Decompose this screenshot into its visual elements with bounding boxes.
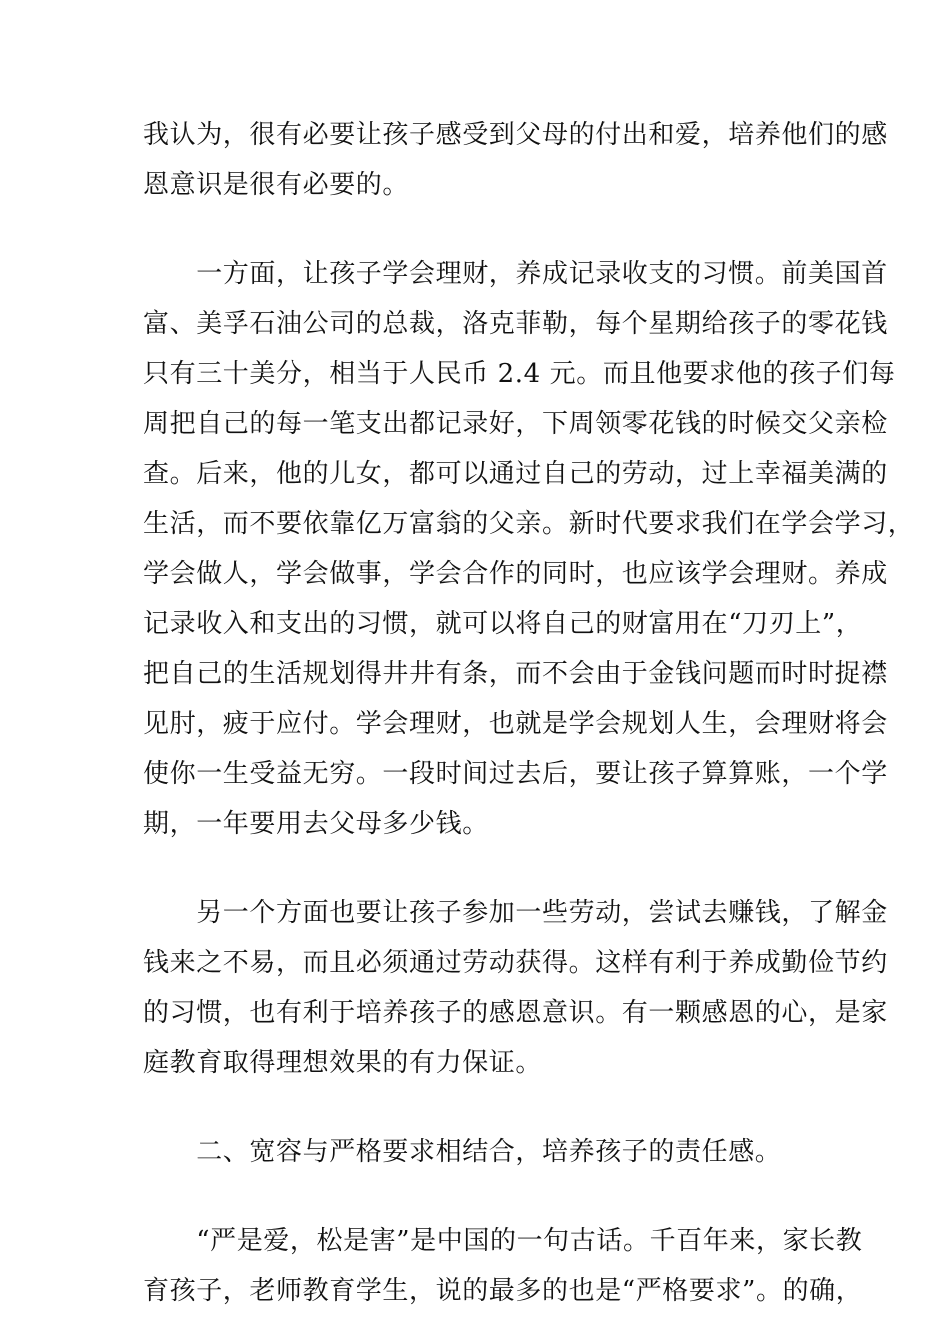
paragraph [143, 110, 888, 210]
document-body [143, 110, 915, 1316]
text-line: 一方面，让孩子学会理财，养成记录收支的习惯。前美国首 [143, 259, 888, 289]
text-line: 的习惯，也有利于培养孩子的感恩意识。有一颗感恩的心，是家 [143, 998, 888, 1028]
text-line: 我认为，很有必要让孩子感受到父母的付出和爱，培养他们的感 [143, 120, 888, 150]
section-heading [143, 1127, 810, 1177]
text-line: 育孩子，老师教育学生，说的最多的也是“严格要求”。的确， [143, 1276, 863, 1306]
text-line: 把自己的生活规划得井井有条，而不会由于金钱问题而时时捉襟 [143, 659, 888, 689]
paragraph [143, 249, 915, 849]
text-line: 二、宽容与严格要求相结合，培养孩子的责任感。 [143, 1137, 782, 1167]
text-line: 使你一生受益无穷。一段时间过去后，要让孩子算算账，一个学 [143, 759, 888, 789]
text-line: 钱来之不易，而且必须通过劳动获得。这样有利于养成勤俭节约 [143, 948, 888, 978]
text-line: 生活，而不要依靠亿万富翁的父亲。新时代要求我们在学会学习， [143, 509, 915, 539]
text-line: “严是爱，松是害”是中国的一句古话。千百年来，家长教 [143, 1226, 863, 1256]
text-line: 周把自己的每一笔支出都记录好，下周领零花钱的时候交父亲检 [143, 409, 888, 439]
text-line: 另一个方面也要让孩子参加一些劳动，尝试去赚钱，了解金 [143, 898, 888, 928]
text-line: 富、美孚石油公司的总裁，洛克菲勒，每个星期给孩子的零花钱 [143, 309, 888, 339]
text-line: 只有三十美分，相当于人民币 2.4 元。而且他要求他的孩子们每 [143, 359, 896, 389]
paragraph [143, 1216, 863, 1316]
text-line: 学会做人，学会做事，学会合作的同时，也应该学会理财。养成 [143, 559, 888, 589]
text-line: 见肘，疲于应付。学会理财，也就是学会规划人生，会理财将会 [143, 709, 888, 739]
text-line: 记录收入和支出的习惯，就可以将自己的财富用在“刀刃上”， [143, 609, 863, 639]
text-line: 庭教育取得理想效果的有力保证。 [143, 1048, 543, 1078]
paragraph [143, 888, 888, 1088]
text-line: 恩意识是很有必要的。 [143, 170, 410, 200]
text-line: 期，一年要用去父母多少钱。 [143, 809, 489, 839]
text-line: 查。后来，他的儿女，都可以通过自己的劳动，过上幸福美满的 [143, 459, 888, 489]
